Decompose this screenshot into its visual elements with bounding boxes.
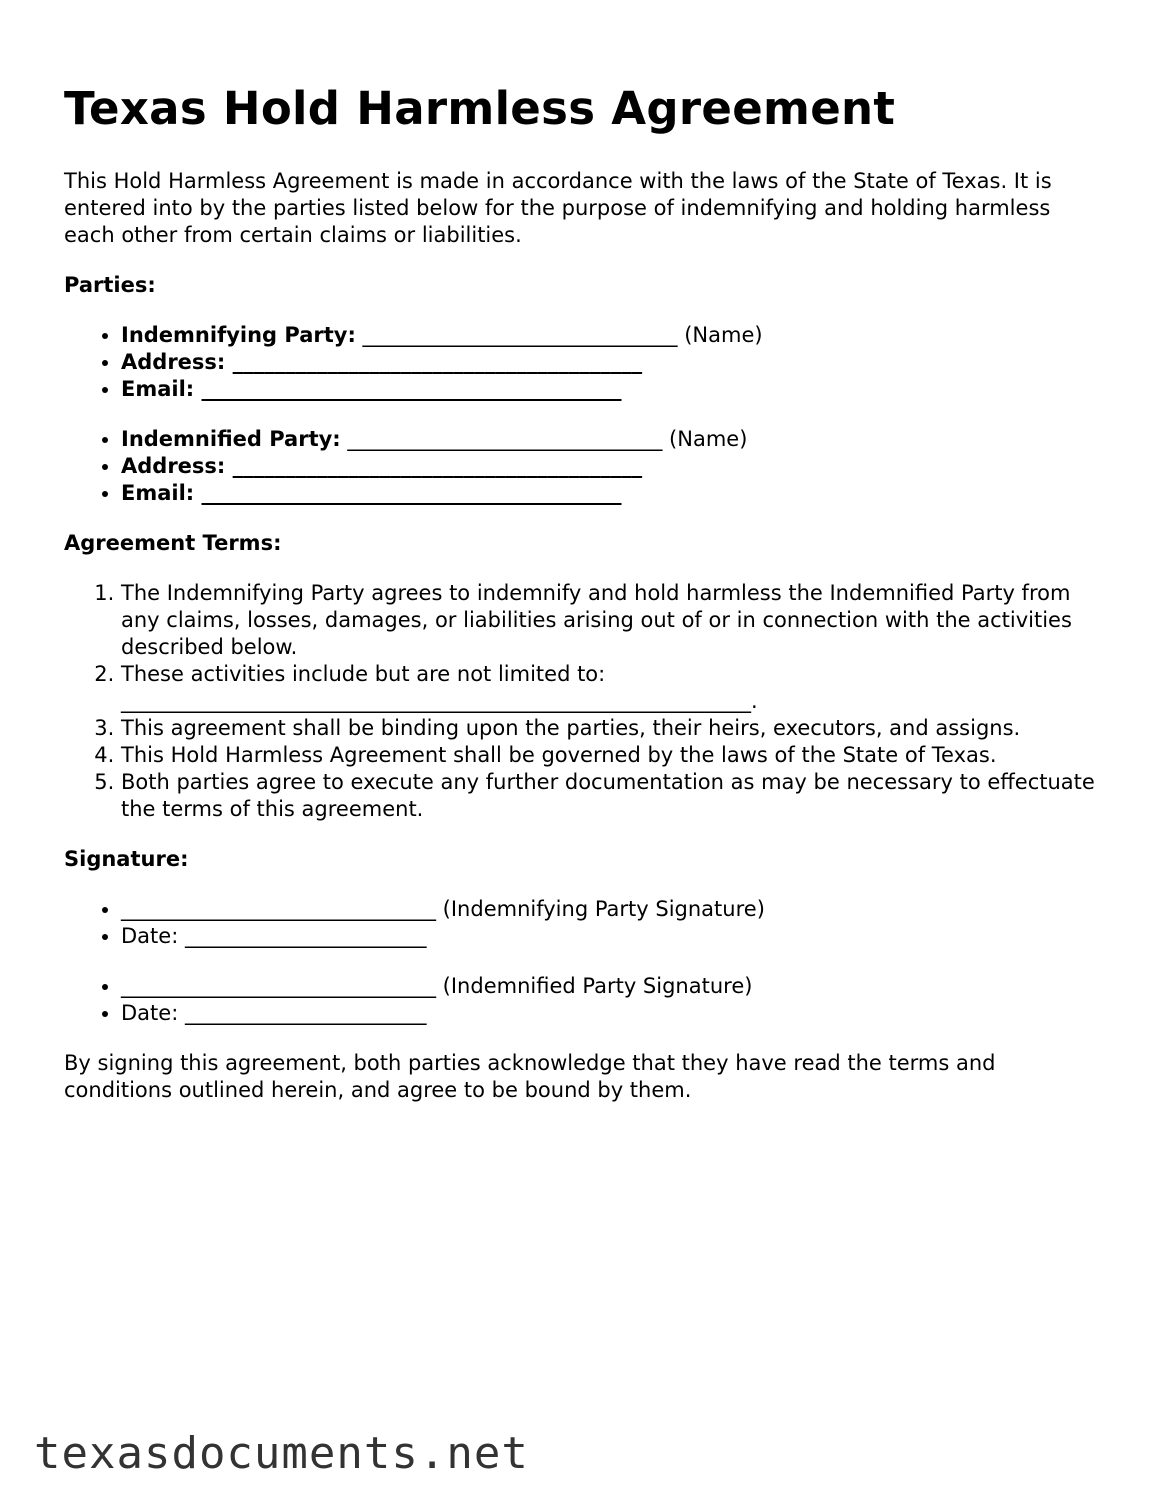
indemnified-email-blank: ________________________________________ — [194, 481, 622, 505]
indemnified-email-item — [121, 480, 1114, 507]
intro-paragraph: This Hold Harmless Agreement is made in accordance with the laws of the State of Texas. It is entered into by the parties listed below for the purpose of indemnifying and holding harmless each other from certain claims or liabilities. — [64, 169, 1052, 247]
indemnifying-name-blank: ______________________________ (Name) — [355, 323, 763, 347]
indemnifying-email-label: Email: — [121, 377, 195, 401]
term-item: 4. This Hold Harmless Agreement shall be governed by the laws of the State of Texas. — [121, 742, 1111, 769]
term-item: 2. These activities include but are not limited to: ____________________________________________________________. — [121, 661, 1111, 715]
indemnified-signature-date: • Date: _______________________ — [121, 1000, 1114, 1027]
signature-heading: Signature: — [64, 847, 189, 871]
indemnified-address-blank: _______________________________________ — [225, 454, 643, 478]
indemnifying-name-item — [121, 322, 1114, 349]
document-title: Texas Hold Harmless Agreement — [64, 82, 896, 135]
indemnified-name-blank: ______________________________ (Name) — [340, 427, 748, 451]
indemnified-party-list — [64, 426, 1114, 507]
term-item: 1. The Indemnifying Party agrees to indemnify and hold harmless the Indemnified Party from any claims, losses, damages, or liabilities arising out of or in connection with the activities described below. — [121, 580, 1111, 661]
indemnified-address-item — [121, 453, 1114, 480]
document-page — [64, 78, 1114, 1104]
closing-paragraph: By signing this agreement, both parties acknowledge that they have read the terms and conditions outlined herein, and agree to be bound by them. — [64, 1051, 996, 1102]
indemnifying-address-label: Address: — [121, 350, 226, 374]
indemnified-name-label: Indemnified Party: — [121, 427, 341, 451]
agreement-terms-heading: Agreement Terms: — [64, 531, 282, 555]
indemnifying-email-item — [121, 376, 1114, 403]
indemnifying-signature-list — [64, 896, 1114, 950]
agreement-terms-list — [64, 580, 1111, 823]
indemnifying-address-blank: _______________________________________ — [225, 350, 643, 374]
indemnified-name-item — [121, 426, 1114, 453]
indemnifying-signature-line: • ______________________________ (Indemnifying Party Signature) — [121, 896, 1114, 923]
term-item: 5. Both parties agree to execute any further documentation as may be necessary to effectuate the terms of this agreement. — [121, 769, 1111, 823]
indemnified-address-label: Address: — [121, 454, 226, 478]
indemnifying-party-list — [64, 322, 1114, 403]
site-watermark: texasdocuments.net — [34, 1428, 529, 1479]
parties-heading: Parties: — [64, 273, 156, 297]
indemnifying-email-blank: ________________________________________ — [194, 377, 622, 401]
indemnifying-address-item — [121, 349, 1114, 376]
indemnified-signature-line: • ______________________________ (Indemnified Party Signature) — [121, 973, 1114, 1000]
indemnified-signature-list — [64, 973, 1114, 1027]
indemnifying-name-label: Indemnifying Party: — [121, 323, 356, 347]
indemnified-email-label: Email: — [121, 481, 195, 505]
indemnifying-signature-date: • Date: _______________________ — [121, 923, 1114, 950]
term-item: 3. This agreement shall be binding upon the parties, their heirs, executors, and assigns. — [121, 715, 1111, 742]
